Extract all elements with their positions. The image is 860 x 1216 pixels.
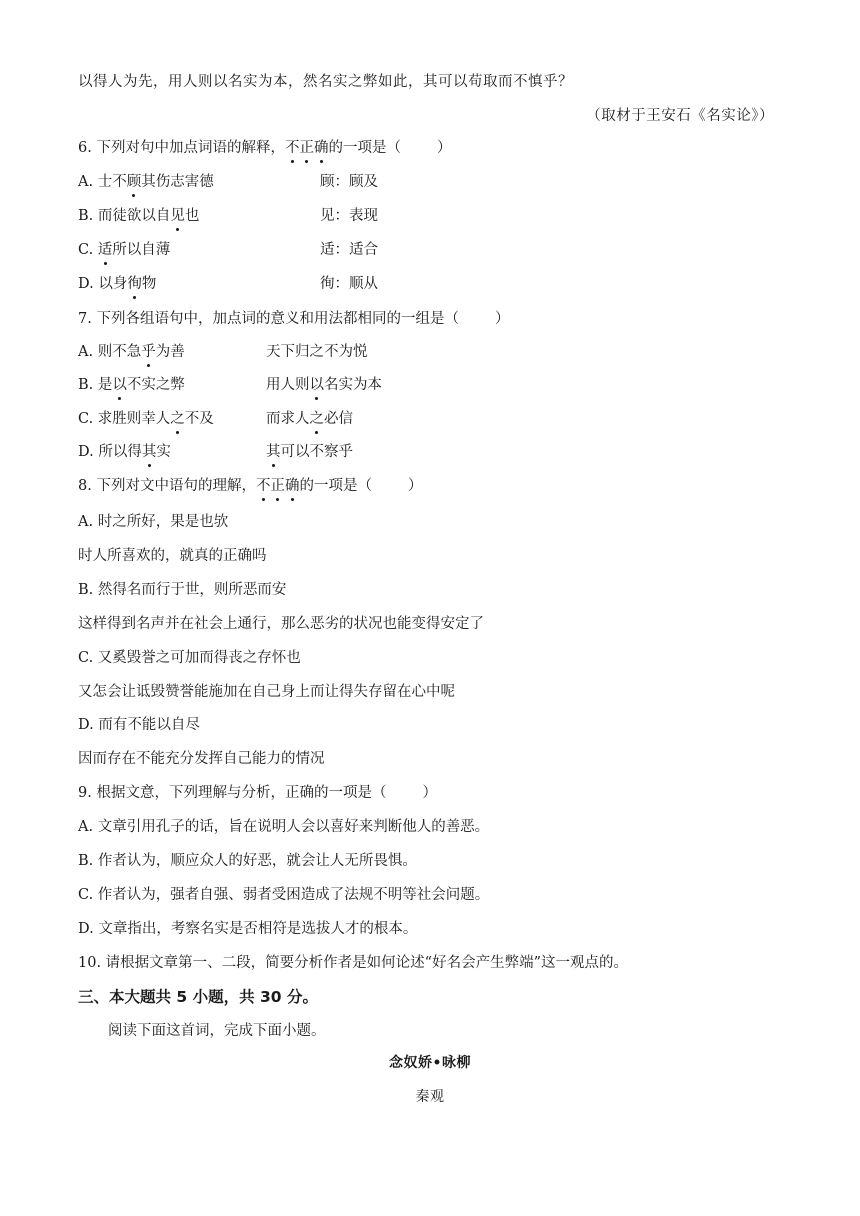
option-text: 不实之弊: [126, 377, 185, 393]
q8-item-d-translation: 因而存在不能充分发挥自己能力的情况: [78, 751, 325, 767]
q8-stem: [78, 476, 422, 496]
q6-gloss-d: 徇：顺从: [320, 276, 378, 292]
q6-gloss-c: 适：适合: [320, 242, 378, 258]
option-text: C.: [78, 242, 98, 258]
option-text: A. 则不急: [78, 344, 142, 360]
q8-stem-text-2: 的一项是（: [299, 478, 372, 494]
q9-option-a: A. 文章引用孔子的话，旨在说明人会以喜好来判断他人的善恶。: [78, 819, 490, 835]
q7-option-b: [78, 375, 185, 395]
q6-paren-close: ）: [436, 140, 452, 156]
q9-paren-close: ）: [422, 785, 437, 801]
q6-neg-char: 不: [284, 140, 300, 156]
option-text: 天下归之不为悦: [266, 344, 368, 360]
dotted-word: 适: [97, 242, 113, 258]
poem-title: 念奴娇•咏柳: [389, 1055, 471, 1071]
q9-stem: [78, 783, 437, 803]
section-intro: 阅读下面这首词，完成下面小题。: [108, 1023, 326, 1039]
dotted-word: 乎: [141, 344, 156, 360]
q7-option-d: [78, 442, 171, 462]
option-text: 用人则: [266, 377, 310, 393]
q7-option-d-second: [266, 442, 353, 462]
option-text: D. 以身: [78, 276, 128, 292]
option-text: 名实为本: [324, 377, 382, 393]
passage-source: （取材于王安石《名实论》）: [586, 108, 774, 124]
q7-option-a-second: [266, 342, 368, 362]
dotted-word: 其: [141, 444, 157, 460]
option-text: 必信: [324, 411, 353, 427]
poem-author: 秦观: [415, 1089, 445, 1105]
option-text: 可以不察乎: [280, 444, 353, 460]
q7-option-c-second: [266, 409, 353, 429]
q8-item-a-translation: 时人所喜欢的，就真的正确吗: [78, 548, 267, 564]
q8-item-b-original: B. 然得名而行于世，则所恶而安: [78, 582, 287, 598]
q8-stem-text: 8. 下列对文中语句的理解，: [78, 478, 256, 494]
q7-option-b-second: [266, 375, 382, 395]
q7-stem: [78, 309, 509, 329]
q8-item-c-translation: 又怎会让诋毁赞誉能施加在自己身上而让得失存留在心中呢: [78, 684, 455, 700]
q6-gloss-b: 见：表现: [320, 208, 378, 224]
section-heading: 三、本大题共 5 小题，共 30 分。: [78, 988, 318, 1006]
q6-stem-text: 6. 下列对句中加点词语的解释，: [78, 140, 285, 156]
q6-option-a: [78, 172, 214, 192]
q6-stem: [78, 138, 451, 158]
q9-option-d: D. 文章指出，考察名实是否相符是选拔人才的根本。: [78, 921, 418, 937]
q7-option-c: [78, 409, 214, 429]
dotted-word: 以: [309, 377, 324, 393]
q6-option-b: [78, 206, 199, 226]
option-text: 不及: [184, 411, 214, 427]
q8-neg-char: 不: [255, 478, 271, 494]
option-text: 为善: [155, 344, 185, 360]
option-text: D. 所以得: [78, 444, 142, 460]
q6-gloss-a: 顾：顾及: [320, 174, 378, 190]
option-text: C. 求胜则幸人: [78, 411, 171, 427]
dotted-word: 之: [309, 411, 324, 427]
q8-paren-close: ）: [407, 478, 423, 494]
dotted-word: 徇: [127, 276, 142, 292]
q8-neg-char: 正: [270, 478, 285, 494]
q9-option-b: B. 作者认为，顺应众人的好恶，就会让人无所畏惧。: [78, 853, 417, 869]
q6-neg-char: 正: [299, 140, 314, 156]
q8-neg-char: 确: [284, 478, 300, 494]
dotted-word: 顾: [126, 174, 142, 190]
option-text: B. 是: [78, 377, 113, 393]
q6-neg-char: 确: [313, 140, 329, 156]
q8-item-d-original: D. 而有不能以自尽: [78, 717, 200, 733]
q10-stem: 10. 请根据文章第一、二段，简要分析作者是如何论述“好名会产生弊端”这一观点的。: [78, 955, 628, 971]
q7-option-a: [78, 342, 185, 362]
dotted-word: 见: [170, 208, 185, 224]
q9-option-c: C. 作者认为，强者自强、弱者受困造成了法规不明等社会问题。: [78, 887, 490, 903]
passage-last-line: 以得人为先，用人则以名实为本，然名实之弊如此，其可以苟取而不慎乎？: [78, 74, 573, 90]
option-text: 实: [156, 444, 171, 460]
option-text: 而求人: [266, 411, 310, 427]
q9-stem-text: 9. 根据文意，下列理解与分析，正确的一项是（: [78, 785, 387, 801]
q7-stem-text: 7. 下列各组语句中，加点词的意义和用法都相同的一组是（: [78, 311, 459, 327]
dotted-word: 其: [266, 444, 281, 460]
dotted-word: 之: [170, 411, 185, 427]
option-text: 其伤志害德: [141, 174, 214, 190]
option-text: 物: [141, 276, 157, 292]
q6-option-d: [78, 274, 156, 294]
option-text: 所以自薄: [112, 242, 171, 258]
q7-paren-close: ）: [494, 311, 510, 327]
q8-item-c-original: C. 又奚毁誉之可加而得丧之存怀也: [78, 650, 301, 666]
q6-stem-text-2: 的一项是（: [328, 140, 401, 156]
dotted-word: 以: [112, 377, 127, 393]
q6-option-c: [78, 240, 170, 260]
q8-item-a-original: A. 时之所好，果是也欤: [78, 514, 229, 530]
option-text: A. 士不: [78, 174, 127, 190]
option-text: B. 而徒欲以自: [78, 208, 171, 224]
option-text: 也: [184, 208, 200, 224]
q8-item-b-translation: 这样得到名声并在社会上通行，那么恶劣的状况也能变得安定了: [78, 616, 484, 632]
